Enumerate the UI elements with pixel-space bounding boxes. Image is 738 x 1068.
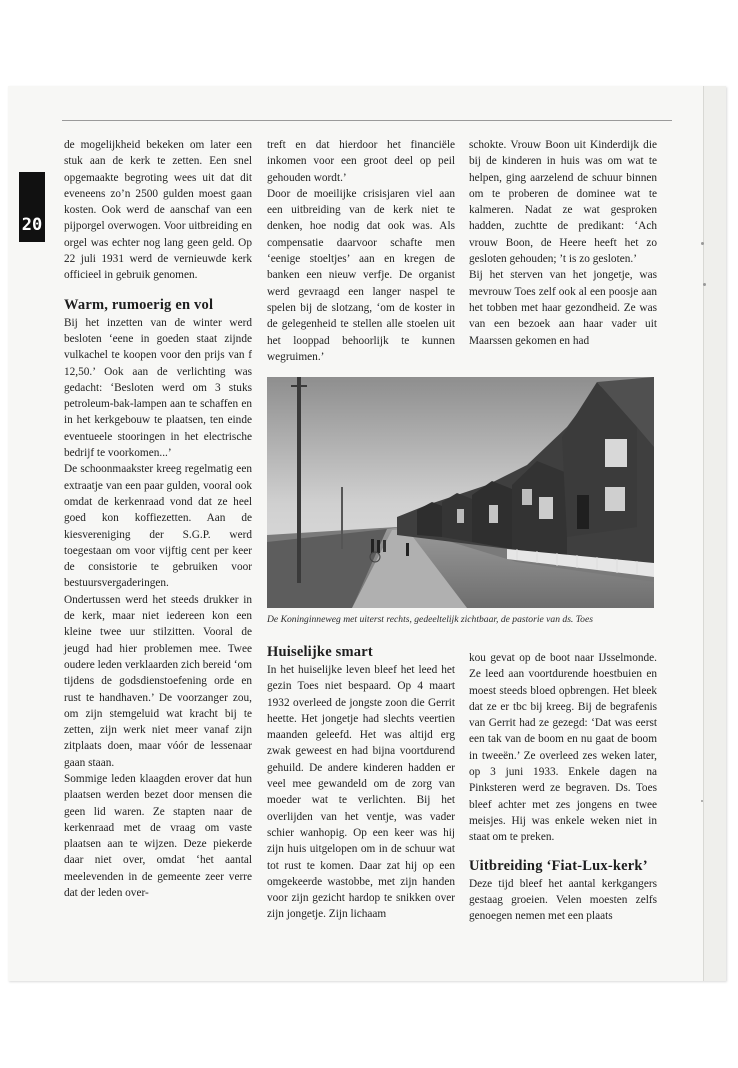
scan-speck	[701, 800, 703, 802]
section-heading-uitbreiding: Uitbreiding ‘Fiat-Lux-kerk’	[469, 857, 648, 874]
paragraph: Sommige leden klaagden erover dat hun plaatsen werden bezet door mensen die geen lid waren. Ze stapten naar de kerkenraad met de vraag om vaste plaatsen aan te wijzen. Deze piekerde daar niet over, omdat ‘het aantal meelevenden in de gemeente zeer verre dat der leden over-	[64, 772, 252, 900]
column-3	[469, 137, 657, 349]
photo-caption: De Koninginneweg met uiterst rechts, gedeeltelijk zichtbaar, de pastorie van ds. Toes	[267, 614, 593, 625]
street-photo-image	[267, 377, 654, 608]
column-5	[469, 650, 657, 924]
page-tab-marker	[19, 172, 45, 208]
page-edge	[703, 86, 726, 981]
column-1	[64, 137, 252, 901]
scan-speck	[703, 283, 706, 286]
section-heading-huiselijke: Huiselijke smart	[267, 644, 373, 660]
top-rule	[62, 120, 672, 121]
paragraph: De schoonmaakster kreeg regelmatig een extraatje van een paar gulden, vooral ook omdat de kerkenraad vond dat ze heel goed kon koffiezetten. Aan de kiesvereniging der S.G.P. werd toegestaan om voor vijftig cent per keer de consistorie te gebruiken voor bestuursvergaderingen.	[64, 463, 252, 590]
paragraph: treft en dat hierdoor het financiële inkomen voor een groot deel op peil gehouden wordt.’	[267, 139, 455, 184]
paragraph: kou gevat op de boot naar IJsselmonde. Ze leed aan voortdurende hoestbuien en moest steeds bloed opbrengen. Het bleek dat ze er tbc bij kreeg. Bij de begrafenis van Gerrit had ze gezegd: ‘Dat was eerst een tak van de boom en nu gaat de boom in tweeën.’ Ze overleed zes weken later, op 3 juni 1933. Enkele dagen na Pinksteren werd ze begraven. Ds. Toes bleef achter met zes jongens en twee meisjes. Hij was enkele weken niet in staat om te preken.	[469, 652, 657, 844]
paragraph: Deze tijd bleef het aantal kerkgangers gestaag groeien. Velen moesten zelfs genoegen nemen met een plaats	[469, 877, 657, 923]
paragraph: Door de moeilijke crisisjaren viel aan een uitbreiding van de kerk niet te denken, hoe nodig dat ook was. Als compensatie daarvoor schafte men ‘eenige stoeltjes’ aan en kregen de banken een nieuw verfje. De organist werd gevraagd een langer naspel te spelen bij de slotzang, ‘om de koster in de gelegenheid te stellen alle stoelen uit het looppad behoorlijk te kunnen wegruimen.’	[267, 187, 455, 363]
column-4	[267, 642, 455, 923]
street-photo	[267, 377, 654, 608]
paragraph: Bij het sterven van het jongetje, was mevrouw Toes zelf ook al een poosje aan het tobben met haar gezondheid. Ze was van een bezoek aan haar vader uit Maarssen gekomen en had	[469, 269, 657, 347]
section-heading-warm: Warm, rumoerig en vol	[64, 296, 214, 313]
paragraph: schokte. Vrouw Boon uit Kinderdijk die bij de kinderen in huis was om wat te helpen, ging aarzelend de schuur binnen om te proberen de dominee wat te kalmeren. Nadat ze wat gesproken hadden, zuchtte de predikant: ‘Ach vrouw Boon, de Heere heeft het zo gesloten gehouden; ’t is zo gesloten.’	[469, 139, 657, 266]
scan-speck	[701, 242, 704, 245]
paragraph: de mogelijkheid bekeken om later een stuk aan de kerk te zetten. Een snel opgemaakte begroting wees uit dat dit eveneens zo’n 2500 gulden moest gaan kosten. Ook werd de aanschaf van een pijporgel overwogen. Voor uitbreiding en orgel was echter nog lang geen geld. Op 22 juli 1931 werd de vernieuwde kerk officieel in gebruik genomen.	[64, 139, 252, 282]
paragraph: Ondertussen werd het steeds drukker in de kerk, maar niet iedereen kon een kleine twee uur stilzitten. Vooral de jeugd had hier problemen mee. Twee oudere leden verklaarden zich bereid ‘om tijdens de godsdienstoefening orde en rust te handhaven.’ De voorzanger zou, om zijn stemgeluid wat kracht bij te zetten, zijn werk niet meer vanaf zijn zitplaats doen, maar vóór de lessenaar gaan staan.	[64, 593, 252, 769]
page-number: 20	[19, 208, 45, 242]
paragraph: In het huiselijke leven bleef het leed het gezin Toes niet bespaard. Op 4 maart 1932 overleed de jongste zoon die Gerrit heette. Het jongetje had slechts veertien maanden geleefd. Het was altijd erg zwak geweest en had bijna voortdurend gehuild. De andere kinderen hadden er veel mee gewandeld om de zorg van moeder wat te verlichten. Bij het overlijden van het ventje, was vader schier wanhopig. Op een keer was hij zijn huis uitgelopen om in de schuur wat tot rust te komen. Daar zat hij op een omgekeerde wastobbe, met zijn handen voor zijn gezicht hardop te snikken over zijn jongetje. Zijn lichaam	[267, 664, 455, 921]
column-2	[267, 137, 455, 365]
paragraph: Bij het inzetten van de winter werd besloten ‘eene in goeden staat zijnde vulkachel te koopen voor den prijs van f 12,50.’ Ook aan de verlichting was gedacht: ‘Besloten werd om 3 stuks petroleum-bak-lampen aan te schaffen en in het kerkgebouw te plaatsen, ten einde eventueele stooringen in het electrische bedrijf te voorkomen...’	[64, 316, 252, 460]
